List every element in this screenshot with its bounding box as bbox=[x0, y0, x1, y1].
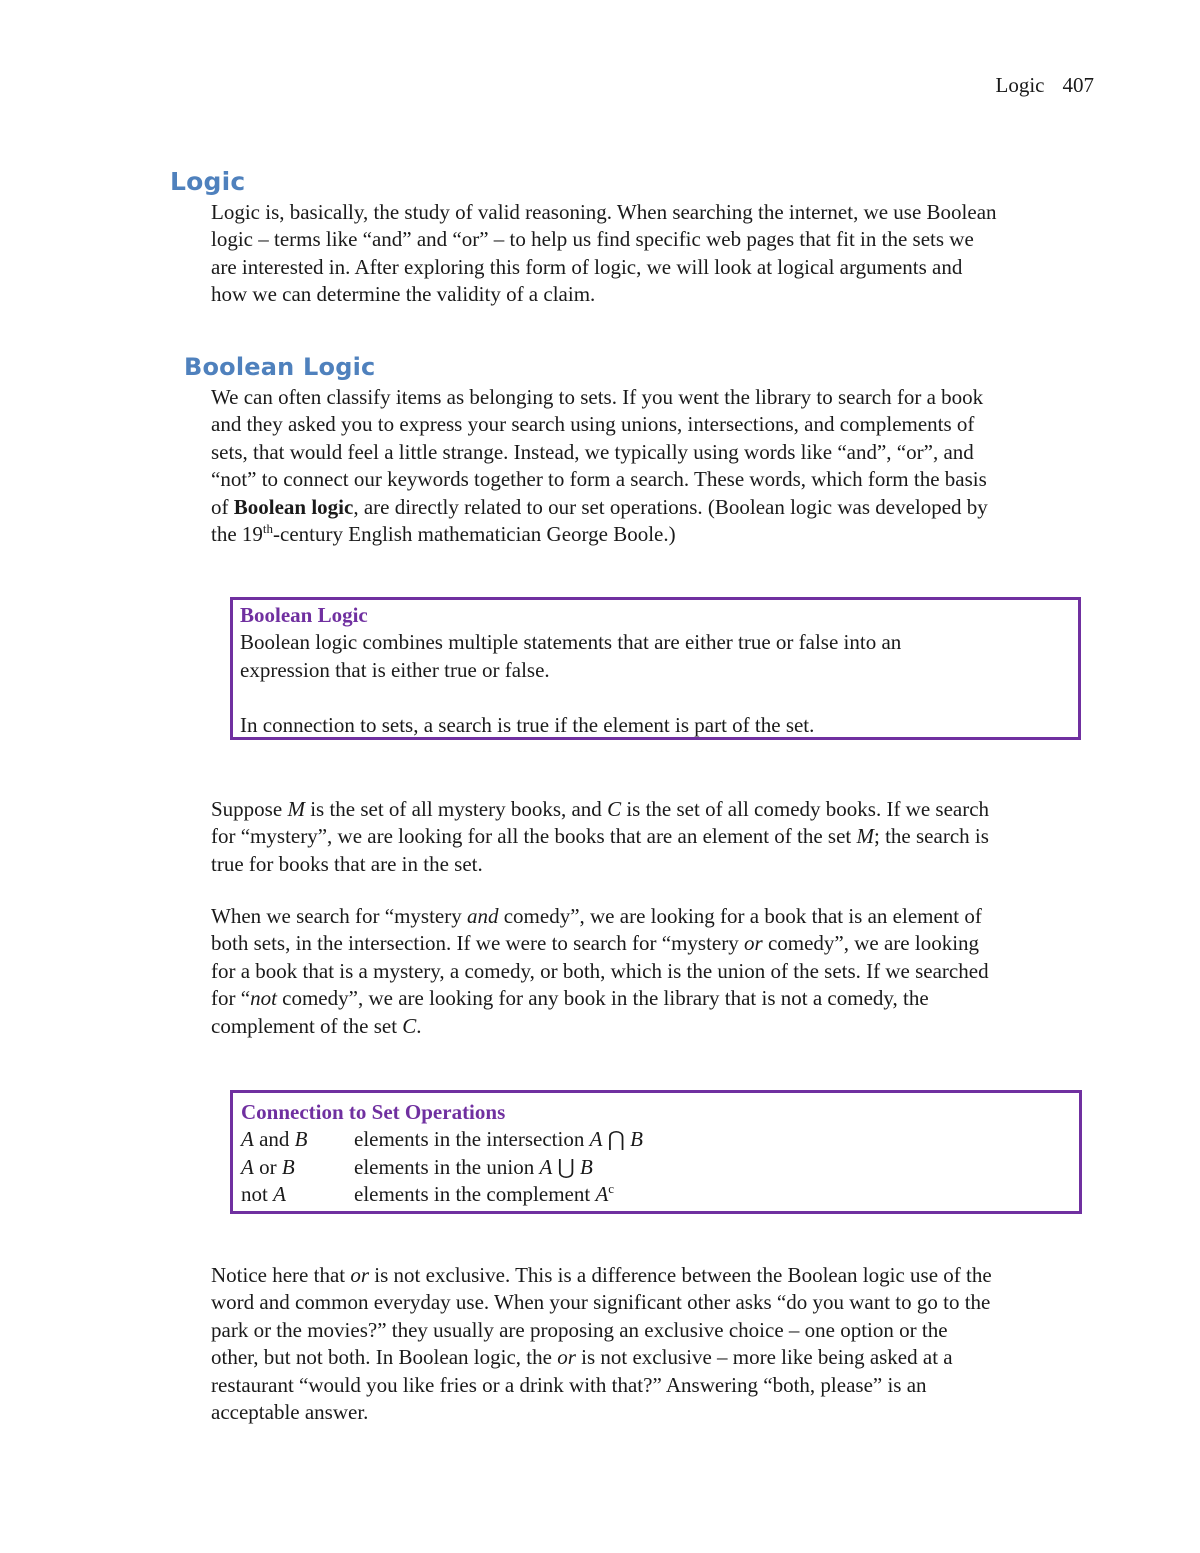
text-line: acceptable answer. bbox=[211, 1400, 369, 1425]
operation-label bbox=[241, 1181, 354, 1208]
variable: B bbox=[281, 1154, 295, 1179]
emphasis: or bbox=[557, 1345, 576, 1370]
variable: C bbox=[607, 797, 622, 821]
operation-description bbox=[354, 1154, 593, 1181]
text-span: is the set of all comedy books. If we search bbox=[621, 797, 990, 821]
text-line: sets, that would feel a little strange. Instead, we typically using words like “and”, “or”, and bbox=[211, 439, 974, 464]
emphasis: or bbox=[744, 931, 763, 956]
operation-row-and bbox=[241, 1126, 1079, 1153]
text-span: for “ bbox=[211, 986, 251, 1011]
text-line bbox=[211, 930, 989, 957]
variable: B bbox=[630, 1127, 643, 1152]
section-heading: Logic bbox=[170, 167, 246, 196]
variable: M bbox=[287, 797, 305, 821]
when-paragraph bbox=[211, 903, 989, 1040]
running-head-title: Logic bbox=[995, 73, 1045, 97]
text-span: comedy”, we are looking for any book in the library that is not a comedy, the bbox=[276, 986, 929, 1011]
text-line: true for books that are in the set. bbox=[211, 851, 483, 876]
emphasis: not bbox=[250, 986, 277, 1011]
text-span: elements in the union bbox=[354, 1154, 540, 1179]
operation-row-or bbox=[241, 1154, 1079, 1181]
intersection-symbol: ⋂ bbox=[602, 1127, 631, 1152]
emphasis: or bbox=[350, 1263, 370, 1287]
operation-label bbox=[241, 1154, 354, 1181]
operator-word: not bbox=[241, 1182, 274, 1207]
text-span: ; the search is bbox=[874, 824, 989, 849]
operations-box-title: Connection to Set Operations bbox=[241, 1100, 506, 1124]
text-span: of bbox=[211, 494, 234, 519]
text-span: comedy”, we are looking bbox=[762, 931, 980, 956]
variable: A bbox=[273, 1182, 286, 1207]
union-symbol: ⋃ bbox=[552, 1154, 581, 1179]
text-line: In connection to sets, a search is true if the element is part of the set. bbox=[240, 712, 815, 737]
text-span: Suppose bbox=[211, 797, 288, 821]
text-span: both sets, in the intersection. If we were to search for “mystery bbox=[211, 931, 744, 956]
text-line: for a book that is a mystery, a comedy, or both, which is the union of the sets. If we searched bbox=[211, 958, 989, 983]
operator-word: or bbox=[253, 1154, 282, 1179]
operation-description bbox=[354, 1181, 614, 1208]
definition-box-title: Boolean Logic bbox=[240, 603, 368, 627]
text-span: -century English mathematician George Boole.) bbox=[273, 522, 676, 547]
text-span: . bbox=[416, 1013, 422, 1038]
text-line bbox=[211, 1262, 992, 1289]
variable: A bbox=[241, 1127, 254, 1152]
emphasis: and bbox=[466, 904, 499, 928]
text-span: Notice here that bbox=[211, 1263, 351, 1287]
notice-paragraph bbox=[211, 1262, 992, 1426]
text-line: are interested in. After exploring this form of logic, we will look at logical arguments and bbox=[211, 254, 963, 279]
variable: B bbox=[580, 1154, 593, 1179]
text-line: Logic is, basically, the study of valid reasoning. When searching the internet, we use Boolean bbox=[211, 200, 997, 224]
text-line: word and common everyday use. When your significant other asks “do you want to go to the bbox=[211, 1290, 991, 1315]
text-line: Boolean logic combines multiple statements that are either true or false into an bbox=[240, 630, 902, 655]
variable: B bbox=[294, 1127, 308, 1152]
bold-term: Boolean logic bbox=[233, 494, 354, 519]
text-line bbox=[211, 521, 988, 548]
text-line bbox=[211, 1344, 992, 1371]
operation-row-not bbox=[241, 1181, 1079, 1208]
text-span: is not exclusive. This is a difference between the Boolean logic use of the bbox=[369, 1263, 992, 1287]
boolean-logic-paragraph bbox=[211, 384, 988, 548]
text-span: , are directly related to our set operations. (Boolean logic was developed by bbox=[353, 494, 988, 519]
text-line bbox=[211, 796, 989, 823]
text-line bbox=[211, 823, 989, 850]
text-line: logic – terms like “and” and “or” – to help us find specific web pages that fit in the sets we bbox=[211, 227, 974, 252]
text-span: the 19 bbox=[211, 522, 263, 547]
variable: A bbox=[241, 1154, 254, 1179]
text-line bbox=[211, 1013, 989, 1040]
subsection-heading: Boolean Logic bbox=[184, 353, 376, 381]
intro-paragraph bbox=[211, 199, 997, 309]
text-span: When we search for “mystery bbox=[211, 904, 467, 928]
text-span: is not exclusive – more like being asked at a bbox=[575, 1345, 953, 1370]
operations-box bbox=[230, 1090, 1082, 1214]
page-number: 407 bbox=[1062, 73, 1094, 97]
text-span: is the set of all mystery books, and bbox=[304, 797, 608, 821]
text-line: how we can determine the validity of a claim. bbox=[211, 282, 596, 307]
variable: A bbox=[589, 1127, 603, 1152]
text-span: for “mystery”, we are looking for all the books that are an element of the set bbox=[211, 824, 857, 849]
text-span: elements in the intersection bbox=[354, 1127, 590, 1152]
text-span: elements in the complement bbox=[354, 1182, 596, 1207]
variable: M bbox=[856, 824, 875, 849]
text-line bbox=[211, 494, 988, 521]
text-line bbox=[211, 985, 989, 1012]
text-line: We can often classify items as belonging to sets. If you went the library to search for a book bbox=[211, 385, 984, 409]
text-line: park or the movies?” they usually are proposing an exclusive choice – one option or the bbox=[211, 1317, 948, 1342]
text-span: comedy”, we are looking for a book that is an element of bbox=[498, 904, 982, 928]
suppose-paragraph bbox=[211, 796, 989, 878]
superscript: th bbox=[262, 521, 274, 537]
operation-label bbox=[241, 1126, 354, 1153]
text-line bbox=[211, 903, 989, 930]
definition-box bbox=[230, 597, 1081, 740]
text-span: complement of the set bbox=[211, 1013, 403, 1038]
complement-superscript: c bbox=[608, 1181, 615, 1197]
text-line: expression that is either true or false. bbox=[240, 657, 550, 682]
spacer bbox=[240, 684, 1078, 711]
text-line: and they asked you to express your search using unions, intersections, and complements of bbox=[211, 412, 975, 437]
text-span: other, but not both. In Boolean logic, the bbox=[211, 1345, 558, 1370]
text-line: “not” to connect our keywords together to form a search. These words, which form the basis bbox=[211, 467, 987, 492]
variable: C bbox=[402, 1013, 417, 1038]
variable: A bbox=[539, 1154, 553, 1179]
operator-word: and bbox=[253, 1127, 295, 1152]
operation-description bbox=[354, 1126, 643, 1153]
text-line: restaurant “would you like fries or a drink with that?” Answering “both, please” is an bbox=[211, 1372, 927, 1397]
variable: A bbox=[595, 1182, 609, 1207]
running-head bbox=[996, 73, 1094, 98]
